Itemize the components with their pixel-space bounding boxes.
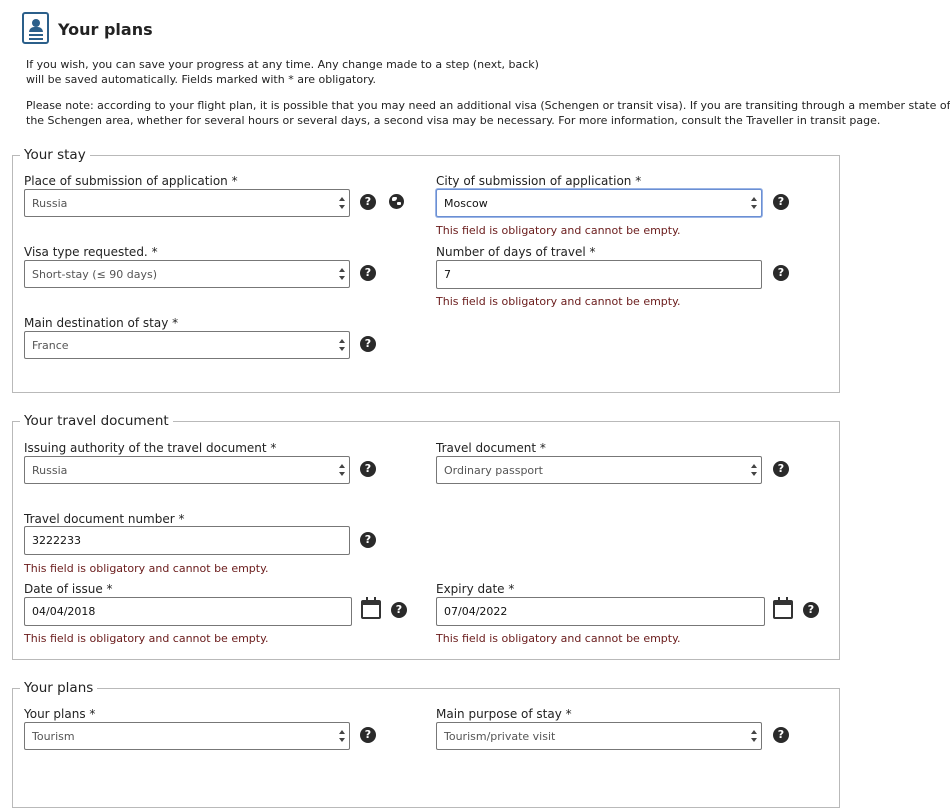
- date-of-issue-value: 04/04/2018: [32, 605, 96, 618]
- main-destination-value: France: [32, 338, 69, 352]
- help-icon[interactable]: ?: [773, 461, 789, 477]
- help-icon[interactable]: ?: [360, 532, 376, 548]
- expiry-date-value: 07/04/2022: [444, 605, 508, 618]
- your-plans-select[interactable]: [24, 722, 350, 750]
- date-of-issue-input[interactable]: [24, 597, 352, 626]
- transit-note-line-1: Please note: according to your flight plan, it is possible that you may need an additional visa (Schengen or transit visa). If you are transiting through a member state of: [26, 99, 950, 112]
- calendar-icon[interactable]: [361, 600, 381, 619]
- main-purpose-select[interactable]: [436, 722, 762, 750]
- expiry-date-label: Expiry date *: [436, 582, 515, 596]
- select-arrows-icon: [339, 730, 345, 742]
- date-of-issue-error-message: This field is obligatory and cannot be empty.: [24, 632, 269, 645]
- place-of-submission-label: Place of submission of application *: [24, 174, 238, 188]
- travel-document-type-label: Travel document *: [436, 441, 546, 455]
- main-purpose-value: Tourism/private visit: [444, 729, 556, 743]
- intro-text-line-2: will be saved automatically. Fields marked with * are obligatory.: [26, 73, 377, 86]
- travel-document-legend: Your travel document: [20, 413, 173, 429]
- issuing-authority-select[interactable]: [24, 456, 350, 484]
- select-arrows-icon: [339, 197, 345, 209]
- issuing-authority-value: Russia: [32, 463, 68, 477]
- visa-type-select[interactable]: [24, 260, 350, 288]
- your-plans-legend: Your plans: [20, 680, 97, 696]
- help-icon[interactable]: ?: [360, 265, 376, 281]
- number-of-days-error-message: This field is obligatory and cannot be empty.: [436, 295, 681, 308]
- your-plans-label: Your plans *: [24, 707, 96, 721]
- travel-document-number-input[interactable]: [24, 526, 350, 555]
- travel-document-number-error-message: This field is obligatory and cannot be empty.: [24, 562, 269, 575]
- main-purpose-label: Main purpose of stay *: [436, 707, 572, 721]
- intro-text-line-1: If you wish, you can save your progress at any time. Any change made to a step (next, back): [26, 58, 539, 71]
- main-destination-label: Main destination of stay *: [24, 316, 179, 330]
- help-icon[interactable]: ?: [360, 461, 376, 477]
- travel-document-number-label: Travel document number *: [24, 512, 185, 526]
- issuing-authority-label: Issuing authority of the travel document *: [24, 441, 277, 455]
- travel-document-type-value: Ordinary passport: [444, 463, 543, 477]
- expiry-date-input[interactable]: [436, 597, 765, 626]
- your-plans-value: Tourism: [32, 729, 75, 743]
- page-title: Your plans: [58, 20, 153, 39]
- city-error-message: This field is obligatory and cannot be empty.: [436, 224, 681, 237]
- place-of-submission-value: Russia: [32, 196, 68, 210]
- help-icon[interactable]: ?: [360, 194, 376, 210]
- id-card-icon: [22, 12, 49, 44]
- help-icon[interactable]: ?: [391, 602, 407, 618]
- city-of-submission-label: City of submission of application *: [436, 174, 642, 188]
- help-icon[interactable]: ?: [360, 336, 376, 352]
- travel-document-type-select[interactable]: [436, 456, 762, 484]
- visa-type-label: Visa type requested. *: [24, 245, 158, 259]
- number-of-days-input[interactable]: [436, 260, 762, 289]
- number-of-days-label: Number of days of travel *: [436, 245, 596, 259]
- transit-note-line-2: the Schengen area, whether for several hours or several days, a second visa may be necessary. For more information, consult the Traveller in transit page.: [26, 114, 881, 127]
- city-of-submission-select[interactable]: [436, 189, 762, 217]
- city-of-submission-value: Moscow: [444, 196, 488, 210]
- visa-type-value: Short-stay (≤ 90 days): [32, 267, 158, 281]
- help-icon[interactable]: ?: [803, 602, 819, 618]
- main-destination-select[interactable]: [24, 331, 350, 359]
- select-arrows-icon: [751, 730, 757, 742]
- calendar-icon[interactable]: [773, 600, 793, 619]
- help-icon[interactable]: ?: [360, 727, 376, 743]
- select-arrows-icon: [339, 268, 345, 280]
- globe-icon[interactable]: [389, 194, 404, 209]
- travel-document-number-value: 3222233: [32, 534, 81, 547]
- number-of-days-value: 7: [444, 268, 451, 281]
- your-stay-legend: Your stay: [20, 147, 90, 163]
- place-of-submission-select[interactable]: [24, 189, 350, 217]
- select-arrows-icon: [339, 339, 345, 351]
- expiry-date-error-message: This field is obligatory and cannot be empty.: [436, 632, 681, 645]
- select-arrows-icon: [751, 197, 757, 209]
- select-arrows-icon: [339, 464, 345, 476]
- help-icon[interactable]: ?: [773, 194, 789, 210]
- date-of-issue-label: Date of issue *: [24, 582, 113, 596]
- select-arrows-icon: [751, 464, 757, 476]
- help-icon[interactable]: ?: [773, 727, 789, 743]
- help-icon[interactable]: ?: [773, 265, 789, 281]
